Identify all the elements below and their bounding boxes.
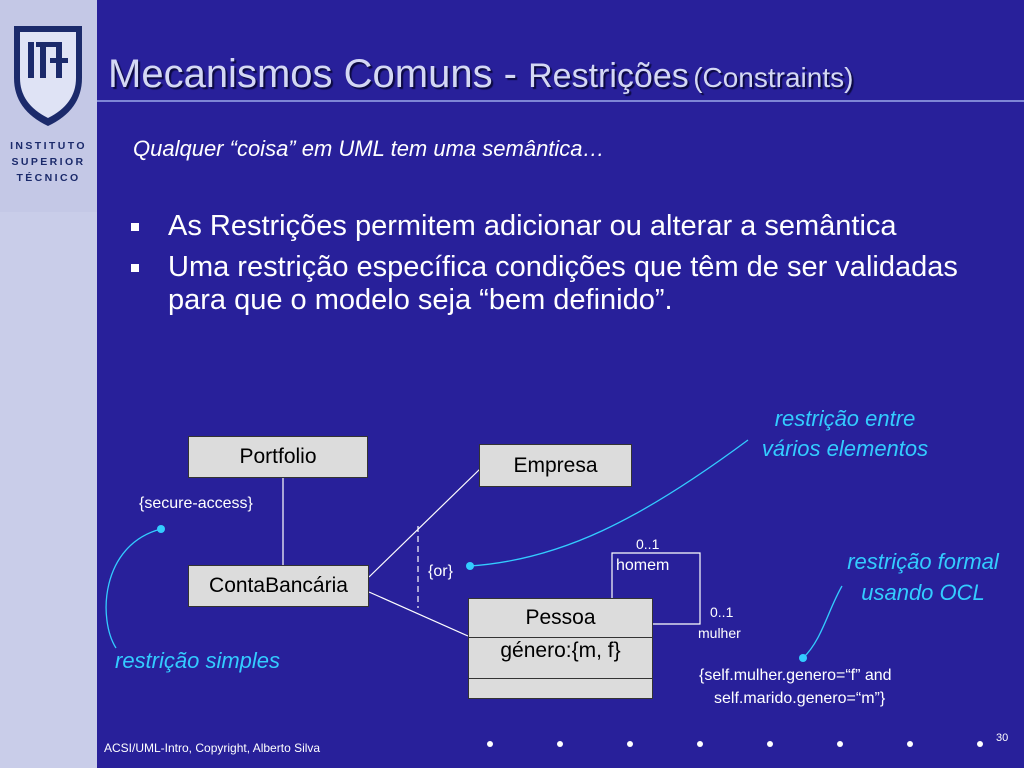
class-portfolio-label: Portfolio: [239, 445, 317, 468]
footer-copyright: ACSI/UML-Intro, Copyright, Alberto Silva: [104, 741, 321, 755]
class-pessoa-attribute: género:{m, f}: [469, 638, 652, 679]
note-dot-entre: [466, 562, 474, 570]
note-dot-formal: [799, 654, 807, 662]
note-restricao-entre: [740, 404, 950, 464]
note-entre-line-2: vários elementos: [761, 436, 929, 461]
ocl-expression-line-1: {self.mulher.genero=“f” and: [699, 667, 892, 684]
institute-line-3: TÉCNICO: [16, 172, 81, 184]
bullet-text: Uma restrição específica condições que têm de ser validadas para que o modelo seja “bem definido”.: [168, 251, 958, 316]
title-main: Mecanismos Comuns -: [108, 52, 529, 96]
class-conta-label: ContaBancária: [209, 574, 348, 597]
assoc-conta-empresa: [369, 468, 481, 577]
class-portfolio: [188, 436, 368, 478]
note-entre-line-1: restrição entre: [774, 406, 916, 431]
class-conta-bancaria: [188, 565, 369, 607]
multiplicity-homem: 0..1: [636, 536, 660, 552]
role-homem: homem: [616, 557, 670, 574]
subtitle: Qualquer “coisa” em UML tem uma semântica…: [133, 136, 605, 161]
note-formal-line-1: restrição formal: [847, 549, 999, 574]
or-constraint: {or}: [428, 563, 453, 580]
class-empresa-label: Empresa: [513, 454, 598, 477]
ocl-expression-line-2: self.marido.genero=“m”}: [714, 690, 886, 707]
role-mulher: mulher: [698, 625, 741, 641]
institute-line-2: SUPERIOR: [11, 156, 86, 168]
bullet-text: As Restrições permitem adicionar ou alterar a semântica: [168, 210, 897, 242]
note-leader-simples: [106, 529, 161, 648]
secure-access-constraint: {secure-access}: [139, 495, 253, 512]
class-pessoa: [468, 598, 653, 699]
note-restricao-formal: [827, 546, 1019, 608]
institute-line-1: INSTITUTO: [10, 140, 87, 152]
note-formal-line-2: usando OCL: [861, 580, 985, 605]
class-empresa: [479, 444, 632, 487]
footer-dots: [487, 741, 983, 747]
note-dot-simples: [157, 525, 165, 533]
note-restricao-simples: restrição simples: [115, 648, 281, 673]
multiplicity-mulher: 0..1: [710, 604, 734, 620]
page-number: 30: [996, 732, 1009, 744]
title-paren: (Constraints): [693, 62, 854, 93]
class-pessoa-label: Pessoa: [469, 599, 652, 638]
title-sub: Restrições: [528, 57, 689, 95]
